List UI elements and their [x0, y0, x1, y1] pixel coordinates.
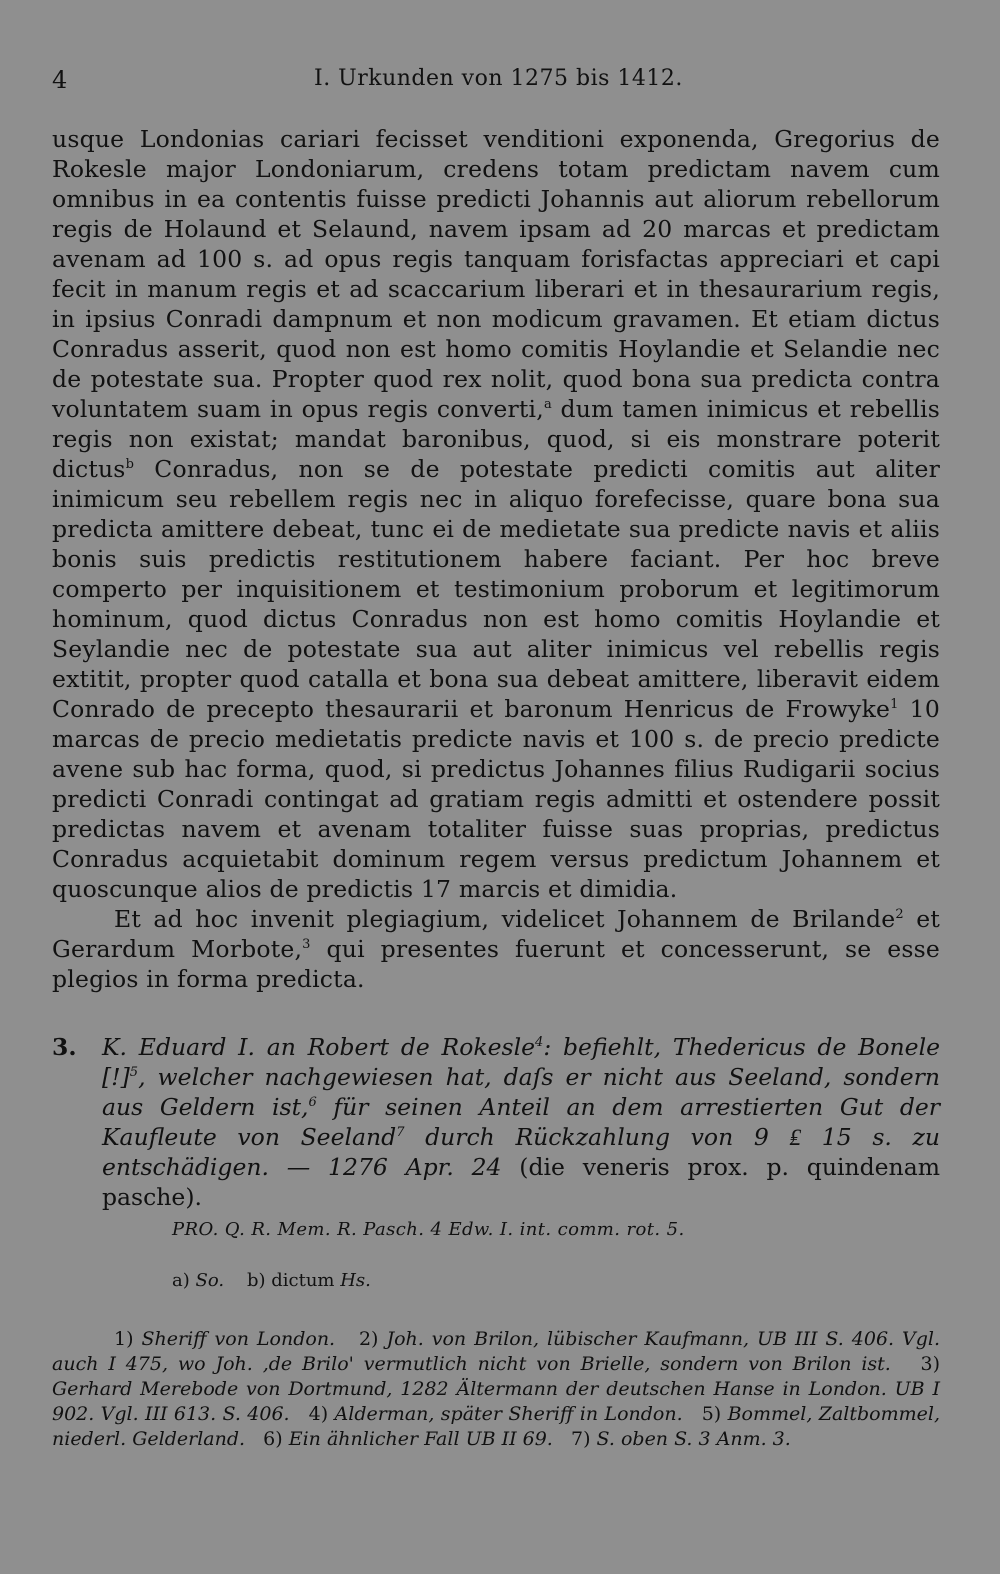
date-note: (die veneris prox. p. quindenam pasche).: [102, 1153, 940, 1211]
note-marker-a: a: [543, 397, 552, 413]
footnote-2-text: Joh. von Brilon, lübischer Kaufmann, UB III S. 406. Vgl. auch I 475, wo Joh. ‚de Brilo' vermutlich nicht von Brielle, sondern von Brilon ist.: [52, 1328, 941, 1375]
text-segment: dum tamen inimicus et rebellis regis non existat; mandat baronibus, quod, si eis monstrare poterit dictus: [52, 395, 940, 483]
text-segment: Et ad hoc invenit plegiagium, videlicet Johannem de Brilande: [114, 905, 896, 933]
text-segment: Conradus, non se de potestate predicti comitis aut aliter inimicum seu rebellem regis nec in aliquo forefecisse, quare bona sua predicta amittere debeat, tunc ei de medietate sua predicte navis et aliis bonis suis predictis restitutionem habere faciant. Per hoc breve comperto per inquisitionem et testimonium proborum et legitimorum hominum, quod dictus Conradus non est homo comitis Hoylandie et Seylandie nec de potestate sua aut aliter inimicus vel rebellis regis extitit, propter quod catalla et bona sua debeat amittere, liberavit eidem Conrado de precepto thesaurarii et baronum Henricus de Frowyke: [52, 455, 940, 723]
summary-segment: : befiehlt, Thedericus de Bonele [!]: [102, 1033, 940, 1091]
footnote-marker-5: 5: [129, 1065, 139, 1081]
charter-text: [52, 124, 940, 994]
footnote-5-text: Bommel, Zaltbommel, niederl. Gelderland.: [52, 1403, 940, 1450]
summary-segment: durch Rückzahlung von 9 ₤ 15 s. zu entschädigen. — 1276 Apr. 24: [102, 1123, 940, 1181]
footnote-marker-2: 2: [895, 907, 904, 923]
footnote-4-text: Alderman, später Sheriff in London.: [334, 1403, 683, 1425]
footnote-1-label: 1): [114, 1328, 134, 1350]
footnote-6-label: 6): [263, 1428, 283, 1450]
summary-segment: , welcher nachgewiesen hat, daſs er nicht aus Seeland, sondern aus Geldern ist,: [102, 1063, 940, 1121]
footnote-marker-6: 6: [308, 1095, 317, 1111]
entry-number: 3.: [52, 1033, 77, 1061]
footnote-4-label: 4): [308, 1403, 329, 1425]
text-segment: qui presentes fuerunt et concesserunt, se esse plegios in forma predicta.: [52, 935, 940, 993]
text-segment: 10 marcas de precio medietatis predicte navis et 100 s. de precio predicte avene sub hac forma, quod, si predictus Johannes filius Rudigarii socius predicti Conradi contingat ad gratiam regis admitti et ostendere possit predictas navem et avenam totaliter fuisse suas proprias, predictus Conradus acquietabit dominum regem versus predictum Johannem et quoscunque alios de predictis 17 marcis et dimidia.: [52, 695, 940, 903]
footnote-7-text: S. oben S. 3 Anm. 3.: [596, 1428, 791, 1450]
footnote-3-label: 3): [920, 1353, 940, 1375]
footnote-6-text: Ein ähnlicher Fall UB II 69.: [288, 1428, 553, 1450]
document-entry-3: [52, 1032, 940, 1212]
archival-source: PRO. Q. R. Mem. R. Pasch. 4 Edw. I. int. comm. rot. 5.: [172, 1219, 685, 1240]
summary-segment: für seinen Anteil an dem arrestierten Gut der Kaufleute von Seeland: [102, 1093, 940, 1151]
page-header: [52, 60, 940, 96]
footnote-marker-1: 1: [890, 697, 899, 713]
charter-paragraph-1: [52, 124, 940, 904]
footnote-marker-3: 3: [302, 937, 311, 953]
footnote-3-text: Gerhard Merebode von Dortmund, 1282 Ältermann der deutschen Hanse in London. UB I 902. Vgl. III 613. S. 406.: [52, 1378, 940, 1425]
textual-note-a-text: So.: [195, 1270, 225, 1291]
footnote-marker-4: 4: [535, 1035, 544, 1051]
footnotes: [52, 1327, 940, 1452]
textual-note-b-label: b) dictum: [246, 1270, 335, 1291]
running-head: I. Urkunden von 1275 bis 1412.: [314, 66, 683, 91]
note-marker-b: b: [125, 457, 135, 473]
footnote-5-label: 5): [701, 1403, 722, 1425]
footnote-marker-7: 7: [396, 1125, 405, 1141]
footnote-2-label: 2): [358, 1328, 379, 1350]
summary-segment: K. Eduard I. an Robert de Rokesle: [102, 1033, 536, 1061]
textual-note-b-text: Hs.: [340, 1270, 371, 1291]
page-number: 4: [52, 66, 68, 94]
footnote-7-label: 7): [570, 1428, 591, 1450]
charter-paragraph-2: [52, 904, 940, 994]
textual-note-a-label: a): [172, 1270, 190, 1291]
text-segment: et Gerardum Morbote,: [52, 905, 941, 963]
document-page: [52, 60, 940, 1452]
footnote-1-text: Sheriff von London.: [141, 1328, 336, 1350]
textual-notes: [52, 1270, 940, 1291]
text-segment: usque Londonias cariari fecisset venditioni exponenda, Gregorius de Rokesle major Londoniarum, credens totam predictam navem cum omnibus in ea contentis fuisse predicti Johannis aut aliorum rebellorum regis de Holaund et Selaund, navem ipsam ad 20 marcas et predictam avenam ad 100 s. ad opus regis tanquam forisfactas appreciari et capi fecit in manum regis et ad scaccarium liberari et in thesaurarium regis, in ipsius Conradi dampnum et non modicum gravamen. Et etiam dictus Conradus asserit, quod non est homo comitis Hoylandie et Selandie nec de potestate sua. Propter quod rex nolit, quod bona sua predicta contra voluntatem suam in opus regis converti,: [52, 125, 940, 423]
